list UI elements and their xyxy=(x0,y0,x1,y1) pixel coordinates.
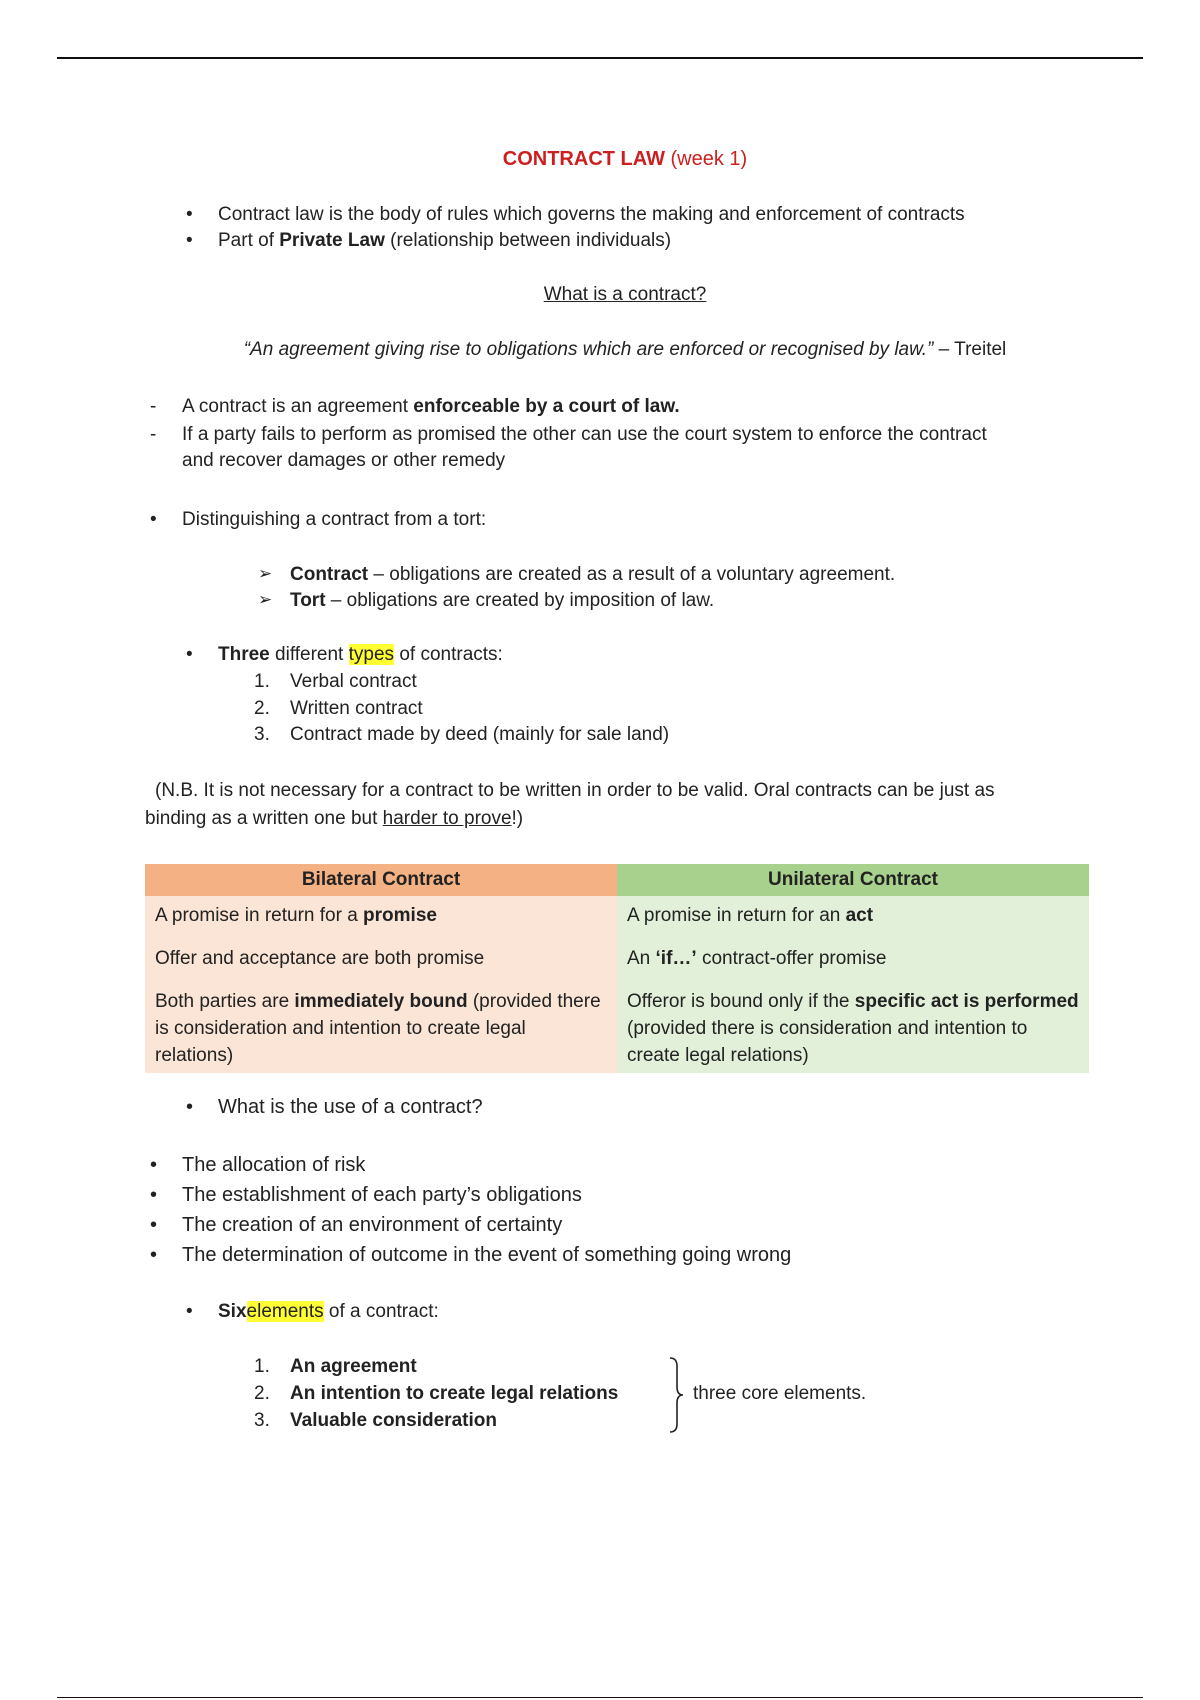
numbered-item: 1. An agreement xyxy=(254,1356,417,1377)
numbered-item: 3. Contract made by deed (mainly for sale land) xyxy=(254,724,670,745)
table-cell: Both parties are immediately bound (provided there is consideration and intention to create legal relations) xyxy=(145,976,617,1073)
bottom-rule xyxy=(57,1697,1143,1698)
list-item: • The determination of outcome in the event of something going wrong xyxy=(182,1244,791,1267)
list-item: • The establishment of each party’s obligations xyxy=(182,1184,582,1207)
list-item: • The creation of an environment of certainty xyxy=(182,1214,562,1237)
column-header-bilateral: Bilateral Contract xyxy=(145,864,617,896)
list-item: • Contract law is the body of rules which governs the making and enforcement of contracts xyxy=(218,204,965,226)
brace-label: three core elements. xyxy=(693,1383,867,1404)
list-item: • Part of Private Law (relationship between individuals) xyxy=(218,230,671,252)
numbered-item: 2. Written contract xyxy=(254,698,423,719)
list-item-continuation: and recover damages or other remedy xyxy=(182,450,506,471)
numbered-item: 1. Verbal contract xyxy=(254,671,417,692)
table-row xyxy=(145,896,1089,933)
note: (N.B. It is not necessary for a contract to be written in order to be valid. Oral contracts can be just as xyxy=(155,780,995,801)
list-item: ➢ Tort – obligations are created by imposition of law. xyxy=(290,590,714,612)
comparison-table xyxy=(145,864,1089,1073)
column-header-unilateral: Unilateral Contract xyxy=(617,864,1089,896)
numbered-item: 2. An intention to create legal relations xyxy=(254,1383,619,1404)
list-item: - A contract is an agreement enforceable by a court of law. xyxy=(182,396,680,418)
quote: “An agreement giving rise to obligations which are enforced or recognised by law.” – Treitel xyxy=(243,339,1007,360)
page-title: CONTRACT LAW (week 1) xyxy=(502,148,748,170)
list-item: • Sixelements of a contract: xyxy=(218,1301,439,1323)
numbered-item: 3. Valuable consideration xyxy=(254,1410,497,1431)
table-cell: An ‘if…’ contract-offer promise xyxy=(617,933,1089,976)
list-item: • What is the use of a contract? xyxy=(218,1096,483,1119)
top-rule xyxy=(57,57,1143,59)
list-item: ➢ Contract – obligations are created as a result of a voluntary agreement. xyxy=(290,564,895,586)
curly-brace-icon xyxy=(668,1356,684,1434)
section-heading: What is a contract? xyxy=(543,284,707,305)
table-cell: A promise in return for a promise xyxy=(145,896,617,933)
table-header-row xyxy=(145,864,1089,896)
list-item: • The allocation of risk xyxy=(182,1154,365,1177)
list-item: • Distinguishing a contract from a tort: xyxy=(182,509,486,531)
table-cell: Offer and acceptance are both promise xyxy=(145,933,617,976)
table-cell: A promise in return for an act xyxy=(617,896,1089,933)
table-cell: Offeror is bound only if the specific act is performed (provided there is consideration and intention to create legal relations) xyxy=(617,976,1089,1073)
note-continuation: binding as a written one but harder to prove!) xyxy=(145,808,524,829)
list-item: - If a party fails to perform as promised the other can use the court system to enforce the contract xyxy=(182,424,987,446)
list-item: • Three different types of contracts: xyxy=(218,644,503,666)
table-row xyxy=(145,976,1089,1073)
table-row xyxy=(145,933,1089,976)
